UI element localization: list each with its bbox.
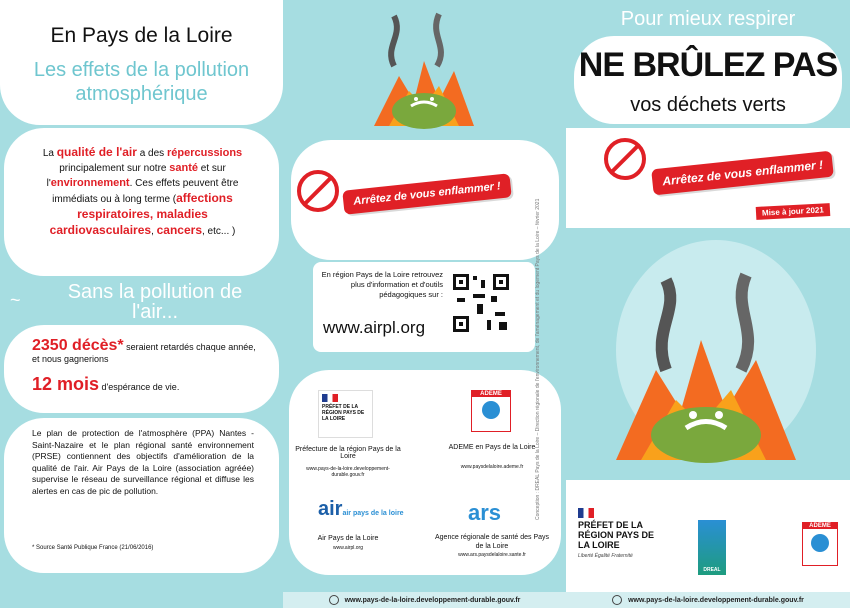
partner-caption: ADEME en Pays de la Loire — [448, 444, 536, 451]
effects-paragraph — [25, 145, 260, 239]
stats-text — [32, 337, 262, 365]
text: , — [151, 226, 157, 237]
no-burn-icon — [297, 170, 339, 212]
highlight: cancers — [156, 223, 202, 237]
partner-site[interactable]: www.pays-de-la-loire.developpement-durable.gouv.fr — [306, 466, 390, 478]
partner-site[interactable]: www.airpl.org — [332, 545, 363, 551]
text: et sur l' — [46, 163, 226, 189]
highlight: qualité de l'air — [56, 145, 137, 159]
partner-site[interactable]: www.paysdelaloire.ademe.fr — [460, 464, 524, 470]
bonfire-illustration — [606, 260, 806, 470]
footer-url[interactable]: www.pays-de-la-loire.developpement-durable.gouv.fr — [628, 596, 804, 604]
footnote: * Source Santé Publique France (21/06/2016) — [32, 545, 154, 551]
logo-text: air pays de la loire — [342, 510, 404, 517]
section-heading: Sans la pollution de l'air... — [67, 281, 243, 323]
dreal-logo: DREAL — [698, 520, 726, 575]
main-title: NE BRÛLEZ PAS — [578, 46, 838, 84]
logo-text: ADEME — [472, 391, 510, 397]
plan-paragraph: Le plan de protection de l'atmosphère (PPA) Nantes - Saint-Nazaire et le plan régional santé environnement (PRSE) contiennent des objectifs d'amélioration de la qualité de l'air. Air Pays de la Loire (association agréée) supervise le réseau de surveillance régional et diffuse les alertes en cas de pic de pollution. — [32, 428, 254, 496]
partner-caption: Air Pays de la Loire — [317, 535, 379, 542]
air-logo: airair pays de la loire — [318, 498, 404, 520]
website-url[interactable]: www.airpl.org — [323, 318, 426, 337]
text: . Ces effets peuvent être immédiats ou à long terme ( — [52, 178, 239, 205]
no-burn-icon — [604, 138, 646, 180]
prefet-logo — [318, 390, 373, 438]
footer-bar — [283, 592, 566, 608]
main-subtitle: vos déchets verts — [630, 94, 786, 116]
right-panel — [566, 0, 850, 608]
globe-icon — [329, 595, 339, 605]
update-badge: Mise à jour 2021 — [756, 203, 830, 220]
prefet-motto: Liberté Égalité Fraternité — [578, 553, 633, 559]
panel-subtitle: Les effets de la pollution atmosphérique — [33, 59, 250, 105]
footer-url[interactable]: www.pays-de-la-loire.developpement-durable.gouv.fr — [344, 596, 521, 604]
ars-logo: ars — [468, 500, 502, 525]
partner-site[interactable]: www.ars.paysdelaloire.sante.fr — [458, 552, 526, 558]
ademe-logo — [471, 390, 511, 432]
banner-stop: Arrêtez de vous enflammer ! — [651, 151, 834, 196]
stat-text: d'espérance de vie. — [99, 382, 180, 392]
stats-text-2 — [32, 374, 262, 395]
highlight: environnement — [50, 177, 130, 189]
partner-caption: Préfecture de la région Pays de la Loire — [295, 446, 401, 460]
prefet-label: PRÉFET DE LA RÉGION PAYS DE LA LOIRE — [578, 520, 655, 550]
logo-text: PRÉFET DE LA RÉGION PAYS DE LA LOIRE — [322, 404, 365, 422]
partner-caption: Agence régionale de santé des Pays de la Loire — [434, 534, 550, 550]
text: a des — [136, 148, 167, 159]
highlight: santé — [169, 162, 198, 174]
banner-stop: Arrêtez de vous enflammer ! — [342, 173, 512, 214]
stat-value: 2350 décès* — [32, 337, 124, 354]
text: La — [42, 148, 57, 159]
flag-icon — [578, 508, 594, 518]
middle-panel — [283, 0, 566, 608]
logo-text: ADEME — [803, 523, 837, 529]
stat-text: seraient retardés chaque année, et nous gagnerions — [32, 342, 256, 364]
info-text: En région Pays de la Loire retrouvez plus d'information et d'outils pédagogiques sur : — [321, 270, 443, 299]
ademe-logo — [802, 522, 838, 566]
swirl-icon: ~ — [10, 290, 21, 310]
text: principalement sur notre — [59, 163, 170, 174]
stat-value: 12 mois — [32, 374, 100, 394]
panel-title: En Pays de la Loire — [50, 24, 233, 47]
left-panel — [0, 0, 283, 608]
bonfire-illustration — [369, 6, 479, 131]
text: , etc... ) — [202, 226, 236, 237]
tagline: Pour mieux respirer — [620, 8, 796, 30]
highlight: affections respiratoires, maladies cardiovasculaires — [49, 191, 233, 237]
qr-code-icon[interactable] — [451, 272, 511, 334]
highlight: répercussions — [166, 147, 243, 159]
vertical-credit: Conception : DREAL Pays de la Loire – Direction régionale de l'environnement, de l'aménagement et du logement Pays de la Loire – février 2021 — [535, 198, 541, 520]
footer-bar — [566, 592, 850, 608]
globe-icon — [612, 595, 622, 605]
